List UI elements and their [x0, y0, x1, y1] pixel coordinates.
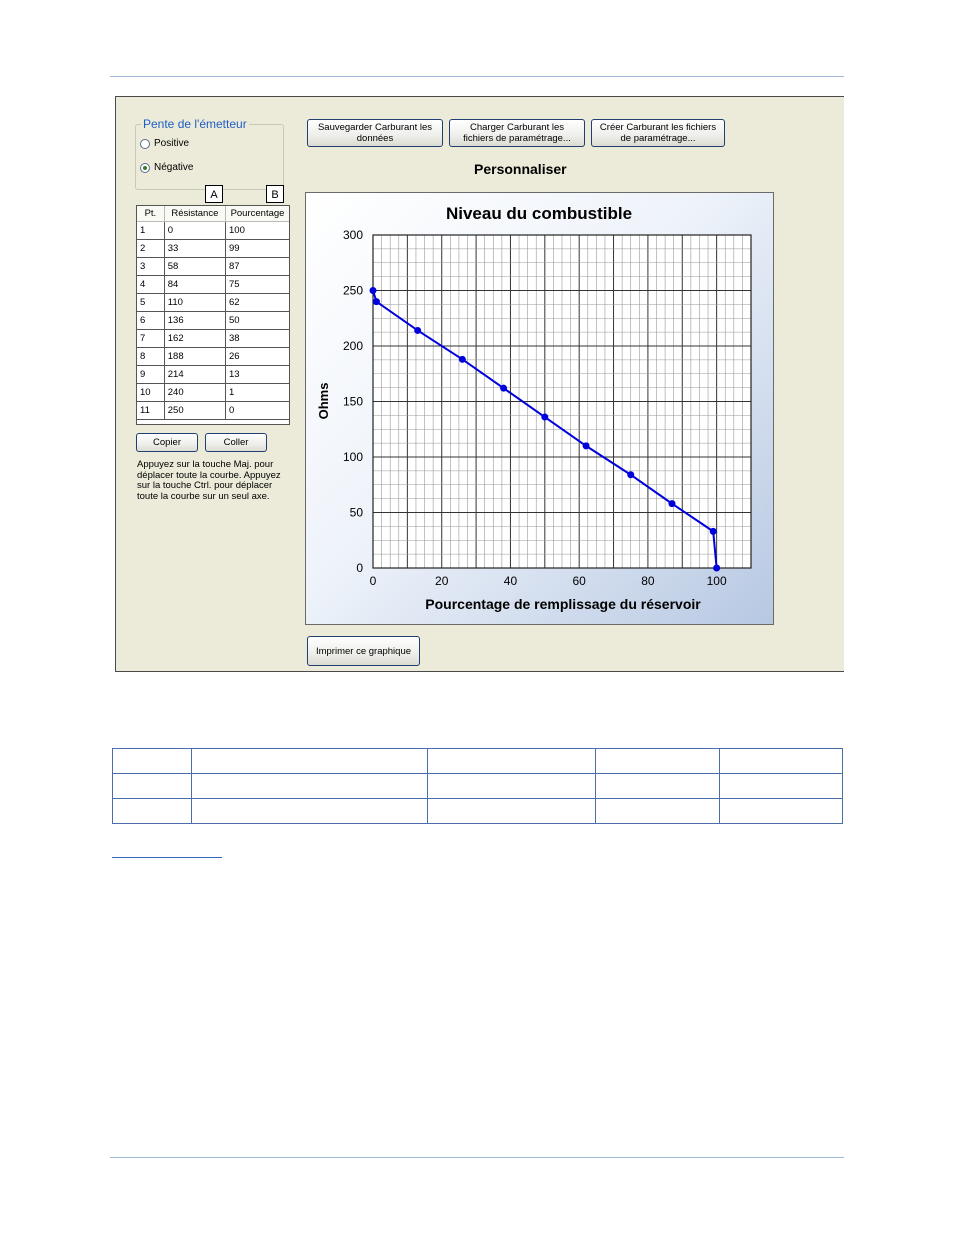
table-row[interactable]: [137, 294, 289, 312]
lower-empty-table: [112, 748, 843, 824]
y-tick-label: 150: [342, 394, 363, 409]
chart-title: Niveau du combustible: [445, 204, 633, 223]
y-tick-label: 0: [356, 561, 363, 575]
table-row[interactable]: [137, 240, 289, 258]
radio-negative-circle[interactable]: [140, 163, 150, 173]
col-header-resistance: Résistance: [164, 206, 225, 222]
radio-negative-label: Négative: [154, 162, 194, 173]
data-point: [710, 528, 717, 535]
cell-resistance[interactable]: 0: [164, 222, 225, 240]
load-fuel-settings-button[interactable]: Charger Carburant les fichiers de paramétrage...: [449, 119, 585, 147]
cell-pt[interactable]: 6: [137, 312, 164, 330]
cell-resistance[interactable]: 214: [164, 366, 225, 384]
cell-pt[interactable]: 9: [137, 366, 164, 384]
radio-positive-circle[interactable]: [140, 139, 150, 149]
x-tick-label: 60: [572, 574, 586, 588]
customize-title: Personnaliser: [474, 161, 567, 177]
cell-resistance[interactable]: 188: [164, 348, 225, 366]
cell-percentage[interactable]: 50: [226, 312, 290, 330]
data-point: [627, 471, 634, 478]
fuel-level-chart[interactable]: [305, 192, 774, 625]
col-header-pt: Pt.: [137, 206, 164, 222]
chart-xlabel: Pourcentage de remplissage du réservoir: [425, 596, 701, 612]
fuel-level-window: [115, 96, 844, 672]
col-header-percentage: Pourcentage: [226, 206, 290, 222]
cell-resistance[interactable]: 33: [164, 240, 225, 258]
radio-positive[interactable]: [140, 138, 189, 149]
keyboard-hint-text: Appuyez sur la touche Maj. pour déplacer toute la courbe. Appuyez sur la touche Ctrl. pour déplacer toute la courbe sur un seul axe.: [137, 459, 281, 502]
table-row[interactable]: [137, 312, 289, 330]
cell-resistance[interactable]: 250: [164, 402, 225, 420]
cell-pt[interactable]: 8: [137, 348, 164, 366]
y-tick-label: 250: [342, 283, 363, 298]
cell-pt[interactable]: 5: [137, 294, 164, 312]
cell-percentage[interactable]: 38: [226, 330, 290, 348]
cell-resistance[interactable]: 162: [164, 330, 225, 348]
cell-percentage[interactable]: 26: [226, 348, 290, 366]
y-tick-label: 200: [342, 339, 363, 353]
column-tag-b: B: [266, 185, 284, 203]
cell-percentage[interactable]: 0: [226, 402, 290, 420]
cell-percentage[interactable]: 62: [226, 294, 290, 312]
table-row[interactable]: [137, 348, 289, 366]
table-row: [113, 749, 843, 774]
cell-pt[interactable]: 7: [137, 330, 164, 348]
cell-resistance[interactable]: 136: [164, 312, 225, 330]
table-row[interactable]: [137, 384, 289, 402]
create-fuel-settings-button[interactable]: Créer Carburant les fichiers de paramétrage...: [591, 119, 725, 147]
cell-percentage[interactable]: 100: [226, 222, 290, 240]
data-point: [668, 500, 675, 507]
cell-pt[interactable]: 3: [137, 258, 164, 276]
x-tick-label: 20: [435, 574, 449, 588]
data-point: [373, 298, 380, 305]
y-tick-label: 50: [349, 505, 363, 520]
cell-resistance[interactable]: 240: [164, 384, 225, 402]
data-point: [414, 327, 421, 334]
x-tick-label: 80: [641, 574, 655, 588]
print-chart-button[interactable]: Imprimer ce graphique: [307, 636, 420, 666]
save-fuel-data-button[interactable]: Sauvegarder Carburant les données: [307, 119, 443, 147]
chart-svg[interactable]: [306, 193, 773, 624]
footer-rule: [110, 1157, 844, 1158]
y-tick-label: 300: [342, 228, 363, 242]
cell-pt[interactable]: 10: [137, 384, 164, 402]
cell-pt[interactable]: 11: [137, 402, 164, 420]
cell-percentage[interactable]: 75: [226, 276, 290, 294]
radio-negative[interactable]: [140, 162, 193, 173]
paste-button[interactable]: Coller: [205, 433, 267, 452]
sender-slope-group: [135, 117, 284, 190]
y-tick-label: 100: [342, 450, 363, 464]
table-row[interactable]: [137, 258, 289, 276]
cell-pt[interactable]: 2: [137, 240, 164, 258]
sender-slope-legend: Pente de l'émetteur: [143, 117, 247, 131]
cell-percentage[interactable]: 87: [226, 258, 290, 276]
x-tick-label: 0: [369, 574, 377, 588]
cell-pt[interactable]: 4: [137, 276, 164, 294]
data-point: [500, 385, 507, 392]
table-row[interactable]: [137, 276, 289, 294]
column-tag-a: A: [205, 185, 223, 203]
table-row: [113, 799, 843, 824]
table-row[interactable]: [137, 330, 289, 348]
table-body: [137, 222, 289, 420]
radio-positive-label: Positive: [154, 138, 190, 149]
plot-layer: [343, 228, 751, 588]
cell-pt[interactable]: 1: [137, 222, 164, 240]
data-point: [541, 414, 548, 421]
data-point: [583, 442, 590, 449]
x-tick-label: 40: [503, 574, 518, 588]
cell-percentage[interactable]: 1: [226, 384, 290, 402]
table-row[interactable]: [137, 402, 289, 420]
cell-percentage[interactable]: 13: [226, 366, 290, 384]
data-point: [459, 356, 466, 363]
data-point: [713, 565, 720, 572]
header-rule: [110, 76, 844, 77]
cell-percentage[interactable]: 99: [226, 240, 290, 258]
cell-resistance[interactable]: 58: [164, 258, 225, 276]
hyperlink-underline[interactable]: [112, 857, 222, 858]
cell-resistance[interactable]: 110: [164, 294, 225, 312]
cell-resistance[interactable]: 84: [164, 276, 225, 294]
table-row[interactable]: [137, 366, 289, 384]
table-row[interactable]: [137, 222, 289, 240]
curve-points-table[interactable]: [136, 205, 290, 425]
data-point: [370, 287, 377, 294]
copy-button[interactable]: Copier: [136, 433, 198, 452]
x-tick-label: 100: [706, 574, 727, 588]
chart-ylabel: Ohms: [316, 382, 331, 420]
table-row: [113, 774, 843, 799]
